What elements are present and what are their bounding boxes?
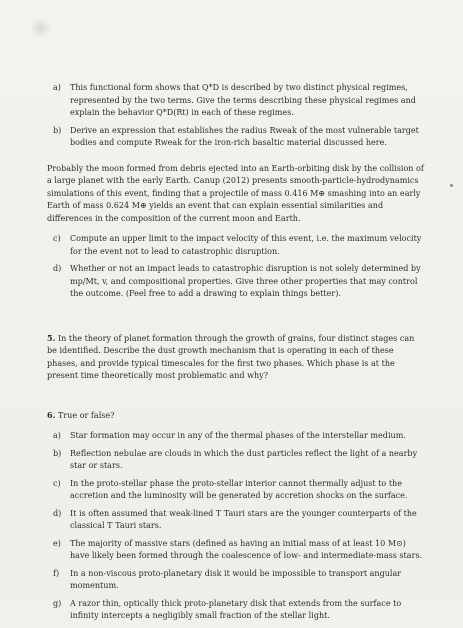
item-text: Derive an expression that establishes the radius Rweak of the most vulnerable target bodies and compute Rweak for the iron-rich basaltic material discussed here.	[70, 125, 419, 147]
item-label: b)	[53, 448, 62, 458]
page-content	[47, 82, 425, 628]
item-text: Whether or not an impact leads to catastrophic disruption is not solely determined by mp/Mt, v, and compositional properties. Give three other properties that may control the outcome. (Feel free to add a drawing to explain things better).	[70, 264, 421, 298]
item-text: In the proto-stellar phase the proto-stellar interior cannot thermally adjust to the accretion and the luminosity will be generated by accretion shocks on the surface.	[70, 478, 408, 500]
tf-item-d	[53, 508, 425, 533]
item-label: d)	[53, 508, 62, 518]
question-title: True or false?	[57, 410, 115, 420]
moon-paragraph: Probably the moon formed from debris ejected into an Earth-orbiting disk by the collision of a large planet with the early Earth. Canup (2012) presents smooth-particle-hydrodynamics simulations of this event, finding that a projectile of mass 0.416 M⊕ smashing into an early Earth of mass 0.624 M⊕ yields an event that can explain essential similarities and differences in the composition of the current moon and Earth.	[47, 163, 424, 223]
tf-item-f	[53, 568, 425, 593]
question-text: In the theory of planet formation through the growth of grains, four distinct stages can be identified. Describe the dust growth mechanism that is operating in each of these phases, and provide typical timescales for the first two phases. Which phase is at the present time theoretically most problematic and why?	[47, 333, 415, 380]
item-text: In a non-viscous proto-planetary disk it would be impossible to transport angular momentum.	[70, 568, 402, 590]
item-text: The majority of massive stars (defined as having an initial mass of at least 10 M⊙) have likely been formed through the coalescence of low- and intermediate-mass stars.	[70, 538, 423, 560]
item-label: g)	[53, 598, 62, 608]
item-label: a)	[53, 83, 61, 92]
item-text: Compute an upper limit to the impact velocity of this event, i.e. the maximum velocity for the event not to lead to catastrophic disruption.	[70, 234, 422, 256]
question-item-d	[53, 263, 425, 301]
item-text: Star formation may occur in any of the thermal phases of the interstellar medium.	[70, 431, 406, 440]
tf-item-e	[53, 538, 425, 563]
item-text: It is often assumed that weak-lined T Tauri stars are the younger counterparts of the classical T Tauri stars.	[70, 508, 417, 530]
tf-item-a	[53, 430, 425, 443]
item-label: c)	[53, 478, 61, 488]
question-item-a	[53, 82, 425, 120]
item-label: d)	[53, 264, 62, 273]
paper-smudge	[30, 18, 52, 38]
item-text: Reflection nebulae are clouds in which the dust particles reflect the light of a nearby star or stars.	[70, 448, 418, 470]
question-6-heading	[47, 409, 425, 423]
question-number: 5.	[47, 332, 56, 343]
item-label: f)	[53, 568, 60, 578]
item-label: e)	[53, 538, 61, 548]
tf-item-g	[53, 598, 425, 623]
question-number: 6.	[47, 409, 56, 420]
item-text: This functional form shows that Q*D is described by two distinct physical regimes, represented by the two terms. Give the terms describing these physical regimes and explain the behavior Q*D(Rt) in each of these regimes.	[70, 83, 416, 117]
item-label: b)	[53, 125, 62, 135]
tf-item-b	[53, 448, 425, 473]
question-item-c	[53, 233, 425, 258]
item-label: a)	[53, 431, 61, 440]
question-item-b	[53, 125, 425, 150]
item-text: A razor thin, optically thick proto-planetary disk that extends from the surface to infinity intercepts a negligibly small fraction of the stellar light.	[70, 598, 402, 620]
ink-dot	[450, 184, 453, 187]
item-label: c)	[53, 234, 61, 243]
tf-item-c	[53, 478, 425, 503]
question-5	[47, 332, 425, 383]
